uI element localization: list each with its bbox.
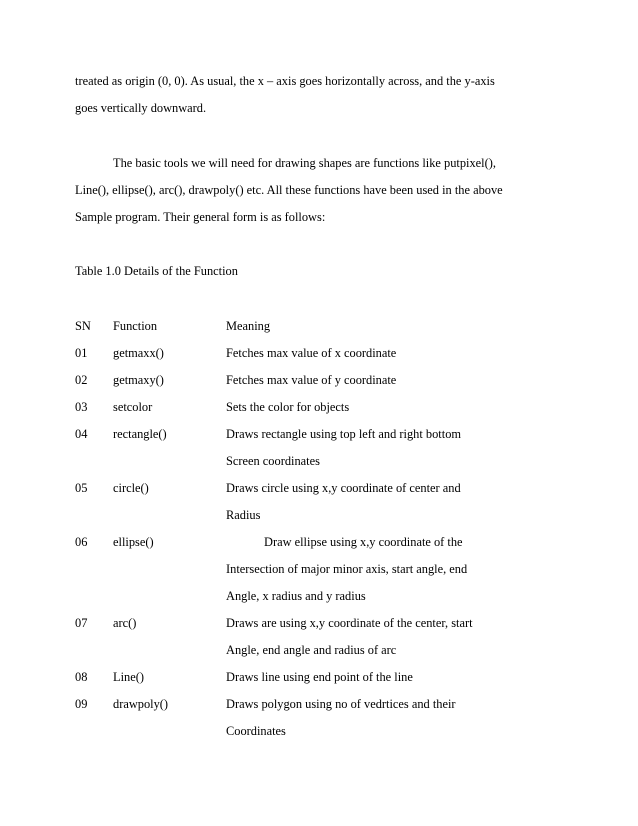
table-cell-sn: 03 <box>75 400 88 414</box>
table-cell-meaning: Sets the color for objects <box>226 400 350 414</box>
table-cell-function: rectangle() <box>113 427 167 441</box>
table-cell-function: circle() <box>113 481 149 495</box>
table-cell-sn: 07 <box>75 616 88 630</box>
table-cell-sn: 09 <box>75 697 88 711</box>
table-cell-meaning: Draws polygon using no of vedrtices and their <box>226 697 456 711</box>
table-cell-function: getmaxy() <box>113 373 164 387</box>
table-cell-function: setcolor <box>113 400 153 414</box>
table-cell-sn: 08 <box>75 670 88 684</box>
table-cell-meaning: Draws rectangle using top left and right bottom <box>226 427 462 441</box>
table-cell-meaning: Draws line using end point of the line <box>226 670 413 684</box>
table-cell-function: drawpoly() <box>113 697 169 711</box>
table-cell-meaning: Fetches max value of x coordinate <box>226 346 397 360</box>
table-cell-meaning-continued: Radius <box>226 508 261 522</box>
table-cell-sn: 04 <box>75 427 88 441</box>
paragraph-2-line-3: Sample program. Their general form is as follows: <box>75 210 326 224</box>
table-cell-meaning-continued: Screen coordinates <box>226 454 320 468</box>
table-cell-function: Line() <box>113 670 144 684</box>
paragraph-2-line-2: Line(), ellipse(), arc(), drawpoly() etc. All these functions have been used in the above <box>75 183 503 197</box>
table-cell-function: getmaxx() <box>113 346 164 360</box>
table-cell-sn: 06 <box>75 535 88 549</box>
table-cell-function: arc() <box>113 616 137 630</box>
table-cell-meaning: Draws are using x,y coordinate of the center, start <box>226 616 473 630</box>
table-cell-sn: 02 <box>75 373 88 387</box>
table-cell-meaning: Fetches max value of y coordinate <box>226 373 397 387</box>
paragraph-1-line-2: goes vertically downward. <box>75 101 207 115</box>
table-cell-meaning-continued: Coordinates <box>226 724 286 738</box>
paragraph-1-line-1: treated as origin (0, 0). As usual, the x – axis goes horizontally across, and the y-axis <box>75 74 495 88</box>
paragraph-2-line-1: The basic tools we will need for drawing shapes are functions like putpixel(), <box>113 156 496 170</box>
table-caption: Table 1.0 Details of the Function <box>75 264 238 278</box>
table-header-meaning: Meaning <box>226 319 271 333</box>
table-cell-sn: 01 <box>75 346 88 360</box>
table-cell-meaning-continued: Intersection of major minor axis, start angle, end <box>226 562 468 576</box>
table-cell-sn: 05 <box>75 481 88 495</box>
table-cell-meaning-continued: Angle, end angle and radius of arc <box>226 643 397 657</box>
table-cell-meaning-continued: Angle, x radius and y radius <box>226 589 366 603</box>
table-cell-meaning: Draws circle using x,y coordinate of center and <box>226 481 461 495</box>
table-cell-meaning: Draw ellipse using x,y coordinate of the <box>264 535 463 549</box>
table-cell-function: ellipse() <box>113 535 154 549</box>
table-header-function: Function <box>113 319 158 333</box>
table-header-sn: SN <box>75 319 91 333</box>
